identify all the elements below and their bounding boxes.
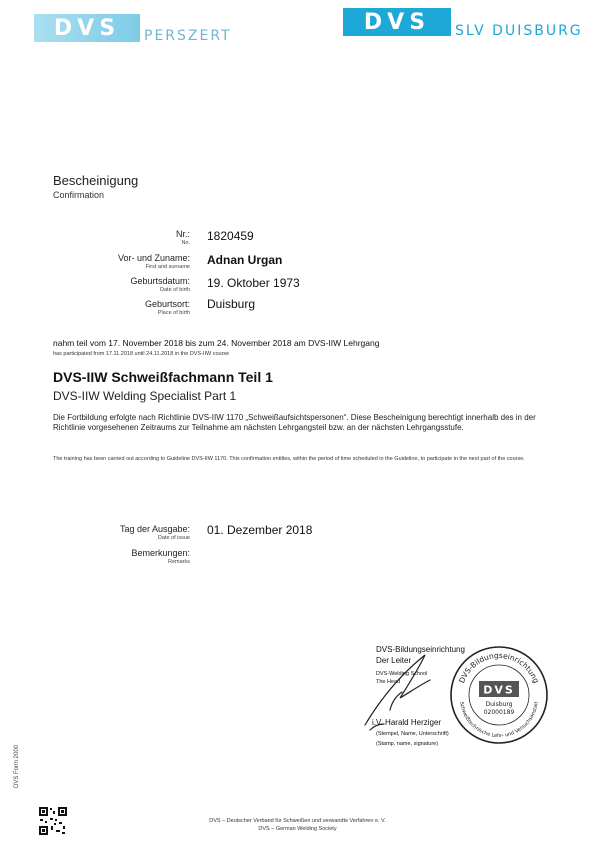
training-paragraph-en: The training has been carried out according to Guideline DVS-IIW 1170. This confirmation entitles, within the period of time scheduled in the Guideline, to participate in the next part of the course.	[53, 456, 525, 462]
course-title: DVS-IIW Schweißfachmann Teil 1	[53, 369, 273, 385]
stamp-dvs-mark: DVS	[483, 683, 515, 697]
name-value: Adnan Urgan	[207, 253, 283, 267]
signer-name: i.V. Harald Herziger	[372, 718, 442, 727]
participation-text-en: has participated from 17.11.2018 until 24.11.2018 in the DVS-IIW course	[53, 351, 230, 357]
dvs-logo-mark: DVS	[343, 8, 451, 36]
remarks-label: Bemerkungen: Remarks	[131, 548, 190, 565]
issue-date-value: 01. Dezember 2018	[207, 523, 313, 537]
participation-text: nahm teil vom 17. November 2018 bis zum 24. November 2018 am DVS-IIW Lehrgang	[53, 338, 380, 348]
form-number: DVS Form 2000	[14, 744, 20, 788]
name-label: Vor- und Zuname: First and surname	[117, 253, 190, 270]
institution-label: DVS-Bildungseinrichtung	[376, 645, 465, 654]
training-paragraph: Die Fortbildung erfolgte nach Richtlinie DVS-IIW 1170 „Schweißaufsichtspersonen“. Diese Bescheinigung berechtigt innerhalb des in der Richtlinie vorgesehenen Zeitraums zur Teilnahme am nächsten Lehrgangsteil bzw. an der nächsten Lehrgangsstufe.	[53, 413, 536, 432]
head-label: Der Leiter	[376, 656, 412, 665]
stamp-city: Duisburg	[485, 701, 513, 708]
nr-label: Nr.: No.	[175, 229, 190, 246]
footer-line-1: DVS – Deutscher Verband für Schweißen und verwandte Verfahren e. V.	[209, 818, 386, 824]
school-label: DVS-Welding School	[376, 671, 428, 677]
nr-value: 1820459	[207, 229, 254, 243]
dvs-perszert-logo	[34, 14, 232, 42]
course-subtitle: DVS-IIW Welding Specialist Part 1	[53, 389, 237, 403]
footer-line-2: DVS – German Welding Society	[258, 826, 337, 832]
page-title: Bescheinigung	[53, 173, 139, 188]
dvs-logo-mark: DVS	[34, 14, 140, 42]
perszert-text: PERSZERT	[144, 28, 232, 44]
stamp-ring-bottom: Schweißtechnische Lehr- und Versuchsanstalt	[458, 701, 540, 740]
official-stamp	[448, 644, 550, 746]
page-subtitle: Confirmation	[53, 190, 105, 200]
birthplace-label: Geburtsort: Place of birth	[144, 299, 190, 316]
school-label-en: The Head	[376, 679, 401, 685]
slv-duisburg-text: SLV DUISBURG	[455, 23, 583, 39]
dvs-slv-logo	[343, 8, 583, 39]
birthdate-label: Geburtsdatum: Date of birth	[130, 276, 190, 293]
stamp-note-en: (Stamp, name, signature)	[376, 741, 439, 747]
stamp-note: (Stempel, Name, Unterschrift)	[376, 731, 449, 737]
stamp-ring-top: DVS-Bildungseinrichtung	[457, 650, 541, 685]
stamp-number: 02000189	[483, 709, 515, 716]
issue-date-label: Tag der Ausgabe: Date of issue	[119, 524, 190, 541]
birthplace-value: Duisburg	[207, 297, 256, 311]
birthdate-value: 19. Oktober 1973	[207, 276, 300, 290]
